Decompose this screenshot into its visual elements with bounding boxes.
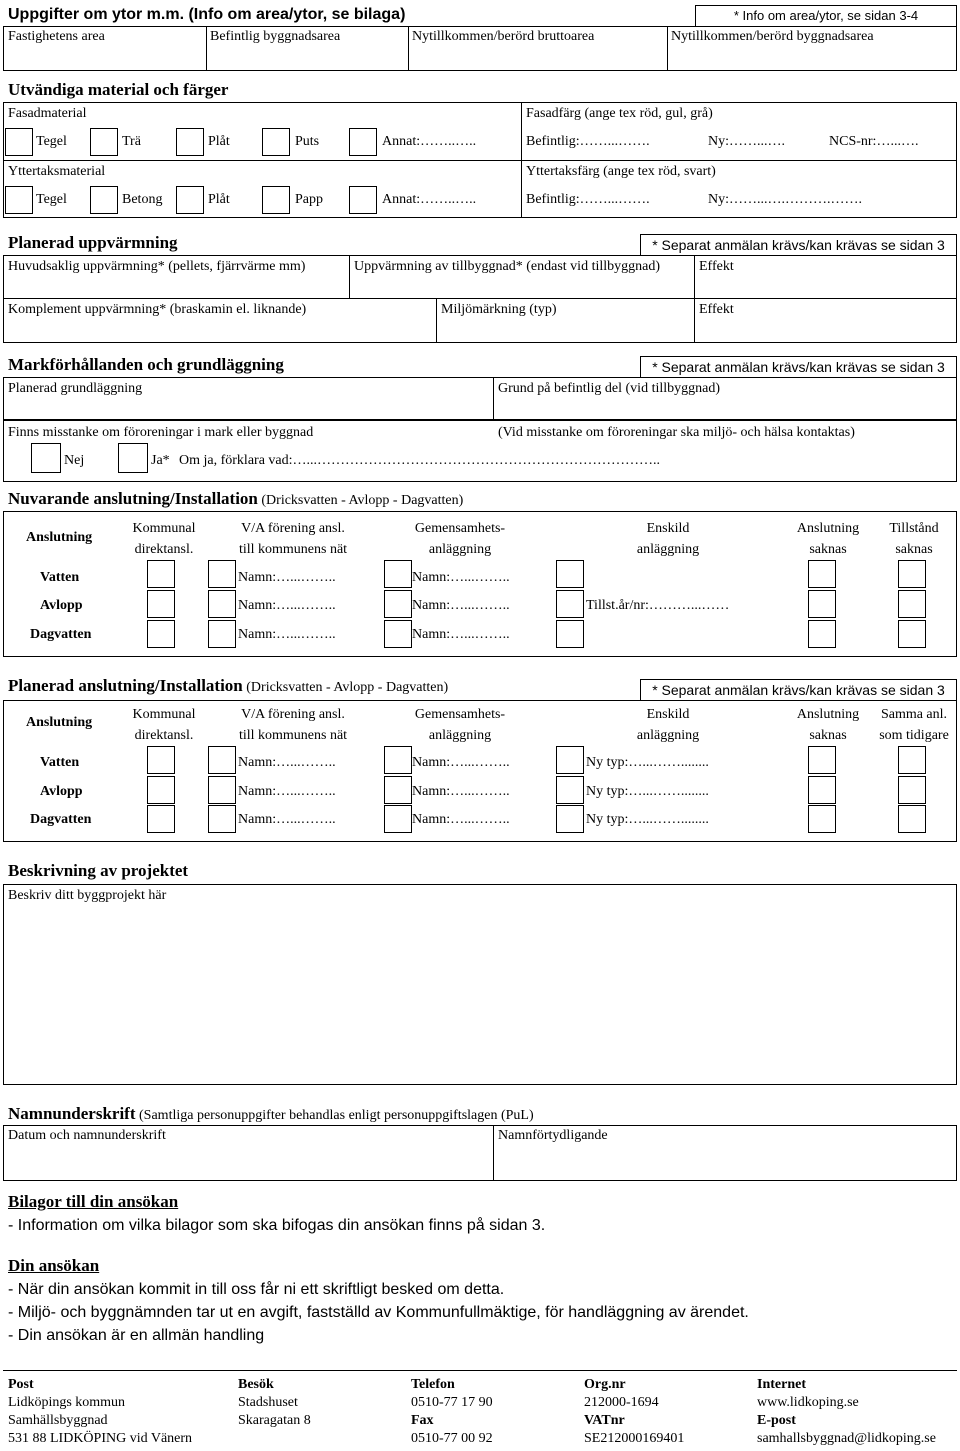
cb-nuv-vatten-tillstand[interactable] bbox=[898, 560, 926, 588]
cb-pl-vatten-enskild[interactable] bbox=[556, 746, 584, 774]
fasad-annat[interactable]: Annat:……..….. bbox=[382, 134, 477, 149]
grundlaggning-table bbox=[3, 377, 957, 420]
uppvarmning-note: * Separat anmälan krävs/kan krävas se sidan 3 bbox=[640, 234, 957, 256]
grund-befintlig-del[interactable]: Grund på befintlig del (vid tillbyggnad) bbox=[498, 381, 721, 396]
takfarg-befintlig[interactable]: Befintlig:……...……. bbox=[526, 192, 650, 207]
col-anslutning: Anslutning bbox=[26, 530, 93, 545]
namn-nuv-avlopp-va[interactable]: Namn:…...…….. bbox=[238, 598, 336, 613]
beskrivning-heading: Beskrivning av projektet bbox=[8, 861, 189, 880]
namn-pl-avlopp-va[interactable]: Namn:…...…….. bbox=[238, 784, 336, 799]
cb-nuv-dagvatten-saknas[interactable] bbox=[808, 620, 836, 648]
fasadmaterial-label: Fasadmaterial bbox=[8, 106, 87, 121]
fasadfarg-label: Fasadfärg (ange tex röd, gul, grå) bbox=[526, 106, 713, 121]
planerad-grundlaggning[interactable]: Planerad grundläggning bbox=[8, 381, 143, 396]
field-nytillkommen-bruttoarea[interactable]: Nytillkommen/berörd bruttoarea bbox=[412, 29, 595, 44]
effekt-field-1[interactable]: Effekt bbox=[699, 259, 734, 274]
nuvarande-heading: Nuvarande anslutning/Installation (Dricksvatten - Avlopp - Dagvatten) bbox=[8, 489, 464, 508]
cb-pl-dagvatten-kommunal[interactable] bbox=[147, 805, 175, 833]
ansokan-line-2: - Miljö- och byggnämnden tar ut en avgift, fastställd av Kommunfullmäktige, för handläggning av ärendet. bbox=[8, 1304, 749, 1321]
cb-pl-vatten-va[interactable] bbox=[208, 746, 236, 774]
bilagor-line: - Information om vilka bilagor som ska bifogas din ansökan finns på sidan 3. bbox=[8, 1217, 546, 1234]
namn-nuv-vatten-va[interactable]: Namn:…...…….. bbox=[238, 570, 336, 585]
yttertaksmaterial-label: Yttertaksmaterial bbox=[8, 164, 106, 179]
ja-label: Ja* bbox=[151, 453, 170, 468]
kontakt-note: (Vid misstanke om föroreningar ska miljö- och hälsa kontaktas) bbox=[498, 425, 855, 440]
namn-nuv-dagvatten-va[interactable]: Namn:…...…….. bbox=[238, 627, 336, 642]
col-va-forening: V/A förening ansl. till kommunens nät bbox=[238, 521, 348, 557]
fasadfarg-ncs[interactable]: NCS-nr:…...…. bbox=[829, 134, 919, 149]
cb-pl-avlopp-samma[interactable] bbox=[898, 776, 926, 804]
col-kommunal: Kommunal direktansl. bbox=[132, 521, 196, 557]
datum-namnunderskrift[interactable]: Datum och namnunderskrift bbox=[8, 1128, 166, 1143]
cb-nuv-vatten-gemensam[interactable] bbox=[384, 560, 412, 588]
miljomarkning[interactable]: Miljömärkning (typ) bbox=[441, 302, 557, 317]
cb-nuv-avlopp-kommunal[interactable] bbox=[147, 590, 175, 618]
checkbox-tak-annat[interactable] bbox=[349, 186, 377, 214]
col-anslutning-saknas: Anslutning saknas bbox=[796, 521, 860, 557]
field-nytillkommen-byggnadsarea[interactable]: Nytillkommen/berörd byggnadsarea bbox=[671, 29, 874, 44]
cb-nuv-vatten-kommunal[interactable] bbox=[147, 560, 175, 588]
cb-pl-dagvatten-gemensam[interactable] bbox=[384, 805, 412, 833]
option-fasad-plat: Plåt bbox=[208, 134, 230, 149]
footer-internet: Internet www.lidkoping.se E-post samhallsbyggnad@lidkoping.se bbox=[757, 1377, 936, 1446]
ansokan-line-1: - När din ansökan kommit in till oss får ni ett skriftligt besked om detta. bbox=[8, 1281, 505, 1298]
material-heading: Utvändiga material och färger bbox=[8, 80, 229, 99]
cb-pl-vatten-samma[interactable] bbox=[898, 746, 926, 774]
checkbox-fasad-plat[interactable] bbox=[176, 128, 204, 156]
cb-nuv-dagvatten-enskild[interactable] bbox=[556, 620, 584, 648]
option-tak-plat: Plåt bbox=[208, 192, 230, 207]
namn-pl-vatten-va[interactable]: Namn:…...…….. bbox=[238, 755, 336, 770]
cb-nuv-avlopp-va[interactable] bbox=[208, 590, 236, 618]
option-fasad-tegel: Tegel bbox=[36, 134, 67, 149]
cb-nuv-dagvatten-gemensam[interactable] bbox=[384, 620, 412, 648]
cb-pl-dagvatten-va[interactable] bbox=[208, 805, 236, 833]
col-enskild: Enskild anläggning bbox=[636, 521, 700, 557]
pl-col-samma: Samma anl. som tidigare bbox=[879, 707, 949, 743]
huvudsaklig-uppvarmning[interactable]: Huvudsaklig uppvärmning* (pellets, fjärrvärme mm) bbox=[8, 259, 306, 274]
namn-nuv-vatten-gem[interactable]: Namn:…...…….. bbox=[412, 570, 510, 585]
checkbox-tak-papp[interactable] bbox=[262, 186, 290, 214]
ansokan-line-3: - Din ansökan är en allmän handling bbox=[8, 1327, 265, 1344]
checkbox-ja[interactable] bbox=[118, 443, 148, 473]
cb-nuv-vatten-va[interactable] bbox=[208, 560, 236, 588]
cb-nuv-avlopp-tillstand[interactable] bbox=[898, 590, 926, 618]
footer-post: Post Lidköpings kommun Samhällsbyggnad 531 88 LIDKÖPING vid Vänern bbox=[8, 1377, 193, 1446]
namn-nuv-dagvatten-gem[interactable]: Namn:…...…….. bbox=[412, 627, 510, 642]
email-link[interactable]: samhallsbyggnad@lidkoping.se bbox=[757, 1431, 936, 1446]
namn-pl-dagvatten-va[interactable]: Namn:…...…….. bbox=[238, 812, 336, 827]
cb-pl-dagvatten-samma[interactable] bbox=[898, 805, 926, 833]
checkbox-fasad-tegel[interactable] bbox=[5, 128, 33, 156]
checkbox-tak-tegel[interactable] bbox=[5, 186, 33, 214]
mark-note: * Separat anmälan krävs/kan krävas se sidan 3 bbox=[640, 356, 957, 378]
nej-label: Nej bbox=[64, 453, 85, 468]
cb-nuv-avlopp-saknas[interactable] bbox=[808, 590, 836, 618]
nytyp-avlopp[interactable]: Ny typ:…...……........ bbox=[586, 784, 709, 799]
uppvarmning-heading: Planerad uppvärmning bbox=[8, 233, 178, 252]
beskrivning-placeholder: Beskriv ditt byggprojekt här bbox=[8, 888, 167, 903]
bilagor-heading: Bilagor till din ansökan bbox=[8, 1192, 179, 1211]
mark-heading: Markförhållanden och grundläggning bbox=[8, 355, 284, 374]
footer-telefon: Telefon 0510-77 17 90 Fax 0510-77 00 92 bbox=[411, 1377, 493, 1446]
field-fastighetens-area[interactable]: Fastighetens area bbox=[8, 29, 105, 44]
cb-pl-dagvatten-enskild[interactable] bbox=[556, 805, 584, 833]
nytyp-dagvatten[interactable]: Ny typ:…...……........ bbox=[586, 812, 709, 827]
checkbox-fasad-puts[interactable] bbox=[262, 128, 290, 156]
cb-nuv-dagvatten-tillstand[interactable] bbox=[898, 620, 926, 648]
beskrivning-textarea[interactable] bbox=[3, 884, 957, 1085]
col-tillstand-saknas: Tillstånd saknas bbox=[889, 521, 939, 557]
cb-pl-avlopp-va[interactable] bbox=[208, 776, 236, 804]
namn-pl-dagvatten-gem[interactable]: Namn:…...…….. bbox=[412, 812, 510, 827]
website-link[interactable]: www.lidkoping.se bbox=[757, 1395, 859, 1410]
row-vatten: Vatten bbox=[40, 570, 80, 585]
footer-orgnr: Org.nr 212000-1694 VATnr SE212000169401 bbox=[584, 1377, 685, 1446]
checkbox-tak-plat[interactable] bbox=[176, 186, 204, 214]
namn-nuv-avlopp-gem[interactable]: Namn:…...…….. bbox=[412, 598, 510, 613]
pl-col-gemensamhet: Gemensamhets- anläggning bbox=[414, 707, 506, 743]
misstanke-label: Finns misstanke om föroreningar i mark eller byggnad bbox=[8, 425, 314, 440]
pl-row-dagvatten: Dagvatten bbox=[30, 812, 92, 827]
namn-pl-avlopp-gem[interactable]: Namn:…...…….. bbox=[412, 784, 510, 799]
nytyp-vatten[interactable]: Ny typ:…...……........ bbox=[586, 755, 709, 770]
row-avlopp: Avlopp bbox=[40, 598, 83, 613]
ytor-title: Uppgifter om ytor m.m. (Info om area/ytor, se bilaga) bbox=[8, 6, 406, 23]
pl-col-va-forening: V/A förening ansl. till kommunens nät bbox=[238, 707, 348, 743]
col-gemensamhet: Gemensamhets- anläggning bbox=[414, 521, 506, 557]
cb-pl-avlopp-enskild[interactable] bbox=[556, 776, 584, 804]
cb-nuv-vatten-enskild[interactable] bbox=[556, 560, 584, 588]
effekt-field-2[interactable]: Effekt bbox=[699, 302, 734, 317]
planerad-note: * Separat anmälan krävs/kan krävas se sidan 3 bbox=[640, 679, 957, 701]
pl-row-avlopp: Avlopp bbox=[40, 784, 83, 799]
namnfortydligande[interactable]: Namnförtydligande bbox=[498, 1128, 608, 1143]
footer-besok: Besök Stadshuset Skaragatan 8 bbox=[238, 1377, 311, 1428]
planerad-heading: Planerad anslutning/Installation (Dricksvatten - Avlopp - Dagvatten) bbox=[8, 676, 449, 695]
cb-nuv-vatten-saknas[interactable] bbox=[808, 560, 836, 588]
cb-pl-avlopp-kommunal[interactable] bbox=[147, 776, 175, 804]
option-fasad-puts: Puts bbox=[295, 134, 320, 149]
pl-col-anslutning: Anslutning bbox=[26, 715, 93, 730]
row-dagvatten: Dagvatten bbox=[30, 627, 92, 642]
pl-col-anslutning-saknas: Anslutning saknas bbox=[796, 707, 860, 743]
option-fasad-tra: Trä bbox=[122, 134, 141, 149]
cb-pl-avlopp-saknas[interactable] bbox=[808, 776, 836, 804]
option-tak-papp: Papp bbox=[295, 192, 323, 207]
takfarg-label: Yttertaksfärg (ange tex röd, svart) bbox=[526, 164, 716, 179]
underskrift-heading: Namnunderskrift (Samtliga personuppgifter behandlas enligt personuppgiftslagen (PuL) bbox=[8, 1104, 534, 1123]
komplement-uppvarmning[interactable]: Komplement uppvärmning* (braskamin el. liknande) bbox=[8, 302, 307, 317]
pl-col-enskild: Enskild anläggning bbox=[636, 707, 700, 743]
cb-nuv-dagvatten-va[interactable] bbox=[208, 620, 236, 648]
checkbox-nej[interactable] bbox=[31, 443, 61, 473]
tak-annat[interactable]: Annat:……..….. bbox=[382, 192, 477, 207]
field-befintlig-byggnadsarea[interactable]: Befintlig byggnadsarea bbox=[210, 29, 341, 44]
cb-pl-vatten-gemensam[interactable] bbox=[384, 746, 412, 774]
ytor-note: * Info om area/ytor, se sidan 3-4 bbox=[695, 5, 957, 27]
checkbox-tak-betong[interactable] bbox=[90, 186, 118, 214]
forklara-field[interactable]: Om ja, förklara vad:…...……………………………………………………………….. bbox=[179, 453, 661, 468]
cb-pl-dagvatten-saknas[interactable] bbox=[808, 805, 836, 833]
ansokan-heading: Din ansökan bbox=[8, 1256, 100, 1275]
option-tak-betong: Betong bbox=[122, 192, 163, 207]
fasadfarg-ny[interactable]: Ny:……...…. bbox=[708, 134, 785, 149]
footer-divider bbox=[3, 1370, 957, 1371]
cb-nuv-dagvatten-kommunal[interactable] bbox=[147, 620, 175, 648]
cb-pl-avlopp-gemensam[interactable] bbox=[384, 776, 412, 804]
namn-pl-vatten-gem[interactable]: Namn:…...…….. bbox=[412, 755, 510, 770]
pl-col-kommunal: Kommunal direktansl. bbox=[132, 707, 196, 743]
fasadfarg-befintlig[interactable]: Befintlig:……...……. bbox=[526, 134, 650, 149]
pl-row-vatten: Vatten bbox=[40, 755, 80, 770]
cb-nuv-avlopp-gemensam[interactable] bbox=[384, 590, 412, 618]
checkbox-fasad-annat[interactable] bbox=[349, 128, 377, 156]
takfarg-ny[interactable]: Ny:……...….……….……. bbox=[708, 192, 862, 207]
cb-pl-vatten-saknas[interactable] bbox=[808, 746, 836, 774]
checkbox-fasad-tra[interactable] bbox=[90, 128, 118, 156]
uppvarmning-tillbyggnad[interactable]: Uppvärmning av tillbyggnad* (endast vid tillbyggnad) bbox=[354, 259, 661, 274]
tillst-field[interactable]: Tillst.år/nr:………...…… bbox=[586, 598, 730, 613]
cb-pl-vatten-kommunal[interactable] bbox=[147, 746, 175, 774]
option-tak-tegel: Tegel bbox=[36, 192, 67, 207]
cb-nuv-avlopp-enskild[interactable] bbox=[556, 590, 584, 618]
